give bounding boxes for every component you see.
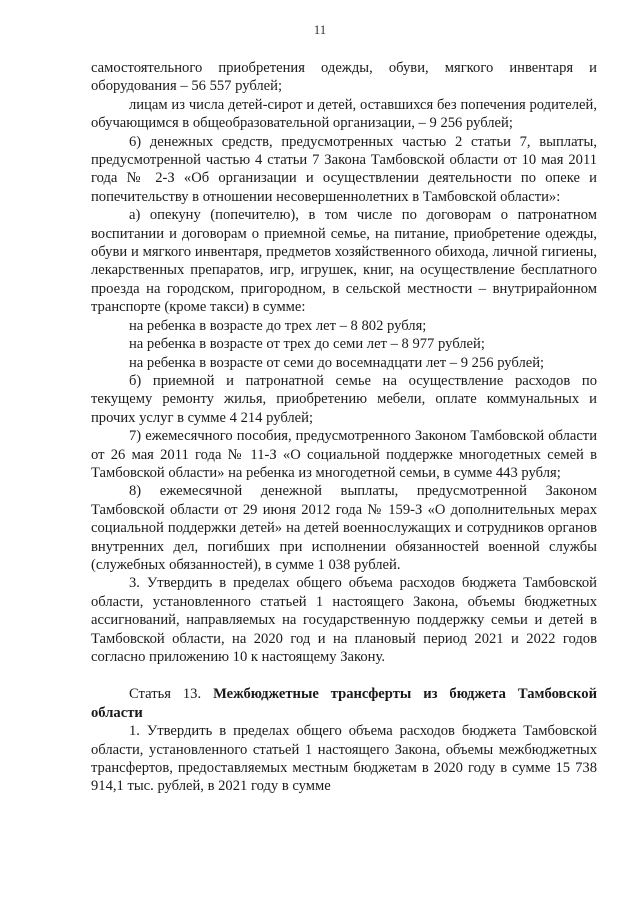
article-heading	[91, 685, 597, 722]
paragraph-item-8: 8) ежемесячной денежной выплаты, предусмотренной Законом Тамбовской области от 29 июня 2012 года № 159-З «О дополнительных мерах социальной поддержки детей» на детей военнослужащих и сотрудников органов внутренних дел, погибших при исполнении обязанностей военной службы (служебных обязанностей), в сумме 1 038 рублей.	[91, 483, 597, 573]
amount-line-7-to-18: на ребенка в возрасте от семи до восемнадцати лет – 9 256 рублей;	[129, 354, 545, 371]
paragraph-item-7: 7) ежемесячного пособия, предусмотренного Законом Тамбовской области от 26 мая 2011 года № 11-З «О социальной поддержке многодетных семей в Тамбовской области» на ребенка из многодетной семьи, в сумме 443 рубля;	[91, 428, 597, 481]
amount-line-3-to-7: на ребенка в возрасте от трех до семи лет – 8 977 рублей;	[129, 336, 485, 353]
article-paragraph-1: 1. Утвердить в пределах общего объема расходов бюджета Тамбовской области, установленного статьей 1 настоящего Закона, объемы межбюджетных трансфертов, предоставляемых местным бюджетам в 2020 году в сумме 15 738 914,1 тыс. рублей, в 2021 году в сумме	[91, 723, 597, 795]
amount-line-under-3: на ребенка в возрасте до трех лет – 8 802 рубля;	[129, 317, 427, 334]
paragraph-orphans: лицам из числа детей-сирот и детей, оставшихся без попечения родителей, обучающимся в общеобразовательной организации, – 9 256 рублей;	[91, 96, 597, 132]
article-label: Статья 13.	[129, 686, 202, 703]
document-body	[91, 59, 597, 796]
paragraph-item-6: 6) денежных средств, предусмотренных частью 2 статьи 7, выплаты, предусмотренной частью 4 статьи 7 Закона Тамбовской области от 10 мая 2011 года № 2-З «Об организации и осуществлении деятельности по опеке и попечительству в отношении несовершеннолетних в Тамбовской области»:	[91, 133, 597, 205]
paragraph-clause-3: 3. Утвердить в пределах общего объема расходов бюджета Тамбовской области, установленного статьей 1 настоящего Закона, объемы бюджетных ассигнований, направляемых на государственную поддержку семьи и детей в Тамбовской области, на 2020 год и на плановый период 2021 и 2022 годов согласно приложению 10 к настоящему Закону.	[91, 575, 597, 665]
paragraph-item-6b: б) приемной и патронатной семье на осуществление расходов по текущему ремонту жилья, приобретению мебели, оплате коммунальных и прочих услуг в сумме 4 214 рублей;	[91, 372, 597, 426]
section-gap	[91, 666, 597, 685]
page-number: 11	[313, 22, 327, 37]
paragraph-item-6a: а) опекуну (попечителю), в том числе по договорам о патронатном воспитании и договорам о приемной семье, на питание, приобретение одежды, обуви и мягкого инвентаря, предметов хозяйственного обихода, личной гигиены, лекарственных препаратов, игр, игрушек, книг, на осуществление бесплатного проезда на городском, пригородном, в сельской местности – внутрирайонном транспорте (кроме такси) в сумме:	[91, 207, 597, 316]
article-title: Межбюджетные трансферты из бюджета Тамбовской области	[91, 686, 597, 721]
paragraph-continuation: самостоятельного приобретения одежды, обуви, мягкого инвентаря и оборудования – 56 557 рублей;	[91, 60, 597, 95]
